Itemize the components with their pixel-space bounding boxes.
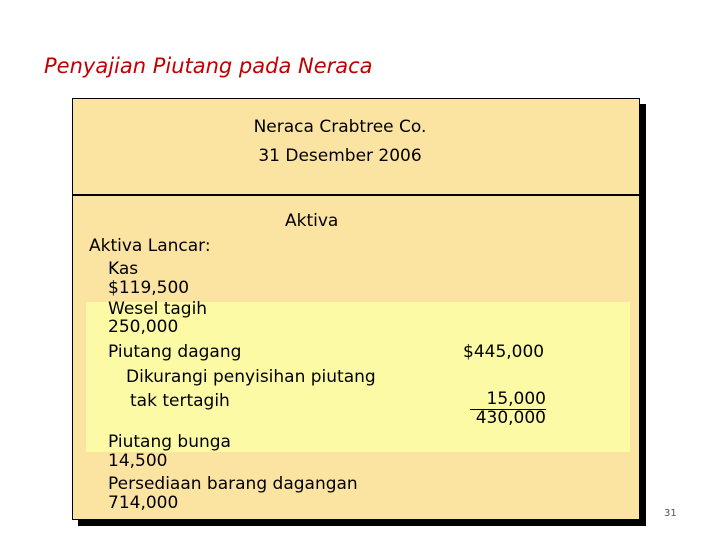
section-heading: Aktiva	[285, 211, 339, 231]
company-name: Neraca Crabtree Co.	[253, 117, 427, 137]
statement-date: 31 Desember 2006	[258, 146, 422, 166]
page-number: 31	[664, 508, 677, 519]
persediaan-label: Persediaan barang dagangan	[108, 474, 358, 494]
allowance-value: 15,000	[470, 390, 546, 410]
piutang-bunga-value: 14,500	[108, 451, 168, 471]
persediaan-value: 714,000	[108, 493, 179, 513]
allowance-label-2: tak tertagih	[130, 391, 230, 411]
piutang-dagang-label: Piutang dagang	[108, 342, 242, 362]
piutang-bunga-label: Piutang bunga	[108, 432, 231, 452]
slide-title: Penyajian Piutang pada Neraca	[44, 54, 373, 78]
net-receivable-value: 430,000	[475, 408, 546, 428]
piutang-dagang-value: $445,000	[463, 342, 545, 362]
kas-label: Kas	[108, 259, 139, 279]
header-divider	[72, 194, 640, 196]
current-assets-label: Aktiva Lancar:	[89, 236, 211, 256]
wesel-value: 250,000	[108, 317, 179, 337]
allowance-label-1: Dikurangi penyisihan piutang	[126, 367, 376, 387]
wesel-label: Wesel tagih	[108, 299, 208, 319]
kas-value: $119,500	[108, 278, 190, 298]
